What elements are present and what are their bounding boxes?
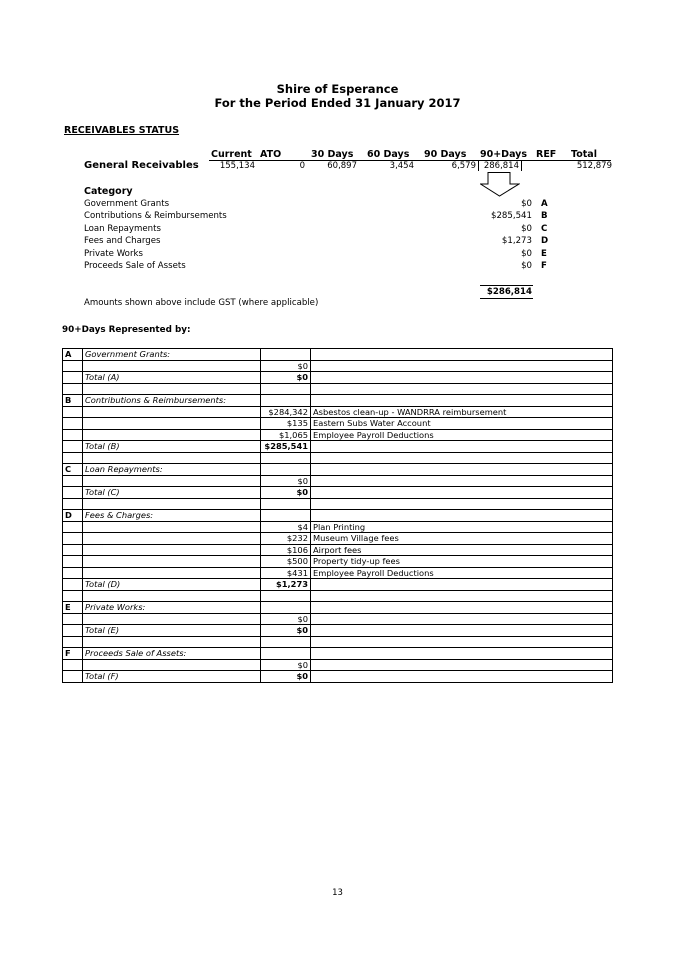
- category-label: Proceeds Sale of Assets: [84, 261, 186, 271]
- row-label: Total (B): [83, 441, 261, 453]
- row-ref: B: [63, 395, 83, 407]
- row-ref: [63, 360, 83, 372]
- category-label: Contributions & Reimbursements: [84, 211, 227, 221]
- category-total-line: [480, 285, 533, 286]
- table-row: [63, 464, 613, 476]
- table-row: [63, 533, 613, 545]
- row-amount: $0: [261, 671, 311, 683]
- row-description: [311, 452, 613, 464]
- row-description: [311, 487, 613, 499]
- category-amount: $0: [521, 224, 532, 234]
- row-label: Proceeds Sale of Assets:: [83, 648, 261, 660]
- row-ref: [63, 613, 83, 625]
- row-ref: [63, 544, 83, 556]
- table-row: [63, 349, 613, 361]
- row-amount: [261, 648, 311, 660]
- table-row: [63, 360, 613, 372]
- row-ref: [63, 636, 83, 648]
- row-description: [311, 602, 613, 614]
- table-row: [63, 383, 613, 395]
- row-amount: $285,541: [261, 441, 311, 453]
- row-description: [311, 464, 613, 476]
- category-ref: E: [541, 249, 547, 259]
- category-amount: $285,541: [490, 211, 532, 221]
- row-amount: $4: [261, 521, 311, 533]
- col-header-60days: 60 Days: [367, 149, 410, 160]
- row-label: Loan Repayments:: [83, 464, 261, 476]
- table-row: [63, 567, 613, 579]
- table-row: [63, 395, 613, 407]
- row-label: [83, 418, 261, 430]
- page-title: Shire of Esperance: [276, 82, 399, 96]
- row-amount: $1,065: [261, 429, 311, 441]
- row-ref: A: [63, 349, 83, 361]
- row-description: Eastern Subs Water Account: [311, 418, 613, 430]
- category-label: Fees and Charges: [84, 236, 161, 246]
- table-row: [63, 602, 613, 614]
- row-description: Employee Payroll Deductions: [311, 567, 613, 579]
- category-title: Category: [84, 186, 133, 197]
- col-header-30days: 30 Days: [311, 149, 354, 160]
- row-label: [83, 498, 261, 510]
- row-label: [83, 406, 261, 418]
- row-amount: $0: [261, 487, 311, 499]
- row-label: Total (F): [83, 671, 261, 683]
- value-90days: 6,579: [451, 161, 476, 171]
- row-ref: [63, 567, 83, 579]
- down-arrow-icon: [480, 172, 520, 197]
- detail-table: [62, 348, 613, 683]
- row-amount: $0: [261, 659, 311, 671]
- table-row: [63, 613, 613, 625]
- table-row: [63, 475, 613, 487]
- row-ref: [63, 372, 83, 384]
- row-label: [83, 452, 261, 464]
- col-header-90days: 90 Days: [424, 149, 467, 160]
- general-receivables-label: General Receivables: [84, 160, 199, 171]
- row-label: [83, 659, 261, 671]
- category-label: Loan Repayments: [84, 224, 161, 234]
- row-label: [83, 475, 261, 487]
- row-ref: [63, 659, 83, 671]
- row-description: Asbestos clean-up - WANDRRA reimbursement: [311, 406, 613, 418]
- row-description: Plan Printing: [311, 521, 613, 533]
- row-label: Private Works:: [83, 602, 261, 614]
- category-ref: F: [541, 261, 547, 271]
- category-amount: $0: [521, 249, 532, 259]
- section-title: RECEIVABLES STATUS: [64, 125, 180, 136]
- row-ref: [63, 452, 83, 464]
- row-description: [311, 441, 613, 453]
- row-amount: $0: [261, 613, 311, 625]
- represented-title: 90+Days Represented by:: [62, 325, 191, 335]
- row-label: [83, 567, 261, 579]
- row-ref: [63, 406, 83, 418]
- table-row: [63, 510, 613, 522]
- row-amount: $106: [261, 544, 311, 556]
- row-description: [311, 475, 613, 487]
- page-number: 13: [332, 888, 343, 898]
- row-amount: [261, 602, 311, 614]
- col-header-ato: ATO: [260, 149, 282, 160]
- row-amount: [261, 383, 311, 395]
- row-ref: [63, 625, 83, 637]
- table-row: [63, 498, 613, 510]
- row-amount: $1,273: [261, 579, 311, 591]
- row-ref: [63, 590, 83, 602]
- category-label: Private Works: [84, 249, 143, 259]
- row-amount: $431: [261, 567, 311, 579]
- row-ref: F: [63, 648, 83, 660]
- row-label: [83, 590, 261, 602]
- row-label: [83, 544, 261, 556]
- row-amount: [261, 498, 311, 510]
- row-amount: $0: [261, 475, 311, 487]
- value-90plus: 286,814: [483, 161, 519, 171]
- row-ref: [63, 383, 83, 395]
- row-description: [311, 510, 613, 522]
- row-label: Total (A): [83, 372, 261, 384]
- row-ref: [63, 441, 83, 453]
- row-description: Property tidy-up fees: [311, 556, 613, 568]
- row-label: [83, 429, 261, 441]
- col-header-current: Current: [211, 149, 252, 160]
- row-amount: [261, 464, 311, 476]
- row-description: [311, 360, 613, 372]
- row-ref: [63, 487, 83, 499]
- row-description: [311, 648, 613, 660]
- row-label: [83, 636, 261, 648]
- row-description: [311, 372, 613, 384]
- table-row: [63, 544, 613, 556]
- category-ref: A: [541, 199, 548, 209]
- value-ato: 0: [299, 161, 305, 171]
- row-amount: [261, 510, 311, 522]
- row-ref: E: [63, 602, 83, 614]
- row-ref: C: [63, 464, 83, 476]
- row-ref: [63, 556, 83, 568]
- row-amount: $135: [261, 418, 311, 430]
- category-ref: D: [541, 236, 549, 246]
- table-row: [63, 625, 613, 637]
- row-amount: [261, 395, 311, 407]
- value-current: 155,134: [219, 161, 255, 171]
- table-row: [63, 556, 613, 568]
- row-description: [311, 636, 613, 648]
- page-subtitle: For the Period Ended 31 January 2017: [214, 96, 461, 110]
- row-amount: [261, 636, 311, 648]
- row-ref: [63, 418, 83, 430]
- row-description: [311, 659, 613, 671]
- row-label: [83, 556, 261, 568]
- row-label: [83, 360, 261, 372]
- row-label: [83, 613, 261, 625]
- row-description: [311, 579, 613, 591]
- table-row: [63, 441, 613, 453]
- row-ref: [63, 498, 83, 510]
- value-60days: 3,454: [389, 161, 414, 171]
- value-30days: 60,897: [327, 161, 357, 171]
- row-description: [311, 383, 613, 395]
- value-total: 512,879: [576, 161, 612, 171]
- row-label: [83, 521, 261, 533]
- row-description: [311, 498, 613, 510]
- row-label: Total (D): [83, 579, 261, 591]
- row-amount: [261, 452, 311, 464]
- row-description: [311, 625, 613, 637]
- row-label: Fees & Charges:: [83, 510, 261, 522]
- col-header-90plus: 90+Days: [480, 149, 528, 160]
- row-ref: [63, 579, 83, 591]
- category-ref: B: [541, 211, 548, 221]
- category-total: $286,814: [486, 287, 532, 297]
- category-amount: $0: [521, 199, 532, 209]
- row-amount: $232: [261, 533, 311, 545]
- table-row: [63, 648, 613, 660]
- row-label: Government Grants:: [83, 349, 261, 361]
- category-total-underline: [480, 298, 533, 299]
- table-row: [63, 452, 613, 464]
- row-label: [83, 533, 261, 545]
- row-description: [311, 395, 613, 407]
- row-amount: [261, 349, 311, 361]
- table-row: [63, 636, 613, 648]
- table-row: [63, 590, 613, 602]
- table-row: [63, 659, 613, 671]
- table-row: [63, 406, 613, 418]
- row-description: [311, 671, 613, 683]
- category-amount: $0: [521, 261, 532, 271]
- table-row: [63, 579, 613, 591]
- col-header-total: Total: [571, 149, 597, 160]
- col-header-ref: REF: [536, 149, 557, 160]
- table-row: [63, 418, 613, 430]
- table-row: [63, 372, 613, 384]
- row-amount: $0: [261, 625, 311, 637]
- row-ref: [63, 671, 83, 683]
- row-amount: $0: [261, 360, 311, 372]
- category-label: Government Grants: [84, 199, 170, 209]
- row-description: [311, 590, 613, 602]
- row-description: Airport fees: [311, 544, 613, 556]
- category-ref: C: [541, 224, 548, 234]
- row-label: Total (C): [83, 487, 261, 499]
- row-ref: [63, 521, 83, 533]
- row-label: Total (E): [83, 625, 261, 637]
- value-90plus-box: [478, 160, 522, 171]
- row-amount: [261, 590, 311, 602]
- row-ref: D: [63, 510, 83, 522]
- category-amount: $1,273: [501, 236, 532, 246]
- row-description: Employee Payroll Deductions: [311, 429, 613, 441]
- table-row: [63, 671, 613, 683]
- row-amount: $0: [261, 372, 311, 384]
- table-row: [63, 487, 613, 499]
- row-description: Museum Village fees: [311, 533, 613, 545]
- row-label: [83, 383, 261, 395]
- row-amount: $500: [261, 556, 311, 568]
- row-ref: [63, 429, 83, 441]
- row-label: Contributions & Reimbursements:: [83, 395, 261, 407]
- row-amount: $284,342: [261, 406, 311, 418]
- row-description: [311, 613, 613, 625]
- row-ref: [63, 475, 83, 487]
- row-ref: [63, 533, 83, 545]
- table-row: [63, 521, 613, 533]
- table-row: [63, 429, 613, 441]
- row-description: [311, 349, 613, 361]
- gst-note: Amounts shown above include GST (where applicable): [84, 298, 319, 308]
